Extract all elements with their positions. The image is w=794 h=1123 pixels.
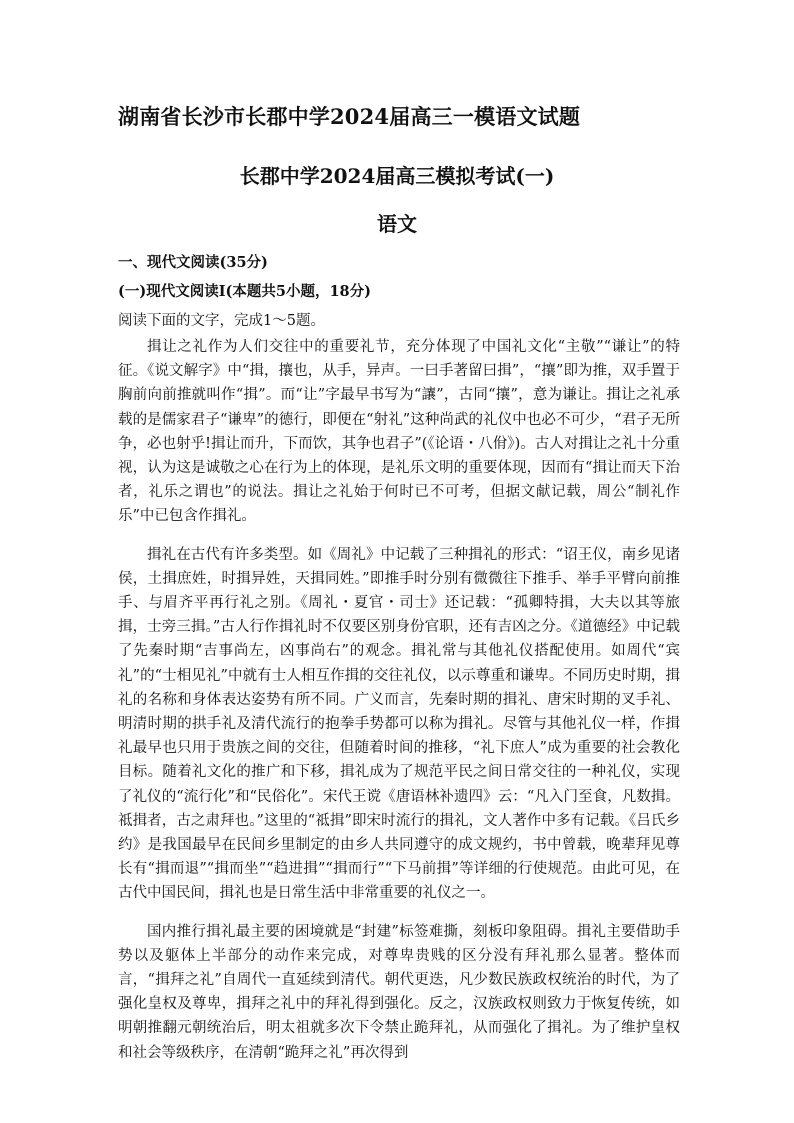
subject-title: 语文 <box>377 212 417 236</box>
document-title: 湖南省长沙市长郡中学2024届高三一模语文试题 <box>118 104 581 129</box>
reading-instruction: 阅读下面的文字，完成1～5题。 <box>118 313 325 329</box>
passage-paragraph-2: 揖礼在古代有许多类型。如《周礼》中记载了三种揖礼的形式：“诏王仪，南乡见诸侯，土揖庶姓，时揖异姓，天揖同姓。”即推手时分别有微微往下推手、举手平臂向前推手、与眉齐平再行礼之别。《周礼・夏官・司士》还记载：“孤卿特揖，大夫以其等旅揖，士旁三揖。”古人行作揖礼时不仅要区别身份官职，还有吉凶之分。《道德经》中记载了先秦时期“吉事尚左，凶事尚右”的观念。揖礼常与其他礼仪搭配使用。如周代“宾礼”的“士相见礼”中就有士人相互作揖的交往礼仪，以示尊重和谦卑。不同历史时期，揖礼的名称和身体表达姿势有所不同。广义而言，先秦时期的揖礼、唐宋时期的叉手礼、明清时期的拱手礼及清代流行的抱拳手势都可以称为揖礼。尽管与其他礼仪一样，作揖礼最早也只用于贵族之间的交往，但随着时间的推移，“礼下庶人”成为重要的社会教化目标。随着礼文化的推广和下移，揖礼成为了规范平民之间日常交往的一种礼仪，实现了礼仪的“流行化”和“民俗化”。宋代王谠《唐语林补遗四》云：“凡入门至食，凡数揖。祗揖者，古之肃拜也。”这里的“祗揖”即宋时流行的揖礼，文人著作中多有记载。《吕氏乡约》是我国最早在民间乡里制定的由乡人共同遵守的成文规约，书中曾载，晚辈拜见尊长有“揖而退”“揖而坐”“趋进揖”“揖而行”“下马前揖”等详细的行使规范。由此可见，在古代中国民间，揖礼也是日常生活中非常重要的礼仪之一。 <box>118 546 680 902</box>
reading-passage <box>118 335 680 1065</box>
section-heading: 一、现代文阅读(35分) <box>118 254 268 271</box>
exam-title: 长郡中学2024届高三模拟考试(一) <box>239 164 555 188</box>
passage-paragraph-1: 揖让之礼作为人们交往中的重要礼节，充分体现了中国礼文化“主敬”“谦让”的特征。《说文解字》中“揖，攘也，从手，异声。一曰手著留曰揖”，“攘”即为推，双手置于胸前向前推就叫作“揖”。而“让”字最早书写为“讓”，古同“攘”，意为谦让。揖让之礼承载的是儒家君子“谦卑”的德行，即便在“射礼”这种尚武的礼仪中也必不可少，“君子无所争，必也射乎!揖让而升，下而饮，其争也君子”(《论语・八佾》)。古人对揖让之礼十分重视，认为这是诚敬之心在行为上的体现，是礼乐文明的重要体现，因而有“揖让而天下治者，礼乐之谓也”的说法。揖让之礼始于何时已不可考，但据文献记载，周公“制礼作乐”中已包含作揖礼。 <box>118 339 680 525</box>
passage-paragraph-3: 国内推行揖礼最主要的困境就是“封建”标签难撕，刻板印象阻碍。揖礼主要借助手势以及躯体上半部分的动作来完成，对尊卑贵贱的区分没有拜礼那么显著。整体而言，“揖拜之礼”自周代一直延续到清代。朝代更迭，凡少数民族政权统治的时代，为了强化皇权及尊卑，揖拜之礼中的拜礼得到强化。反之，汉族政权则致力于恢复传统，如明朝推翻元朝统治后，明太祖就多次下令禁止跪拜礼，从而强化了揖礼。为了维护皇权和社会等级秩序，在清朝“跪拜之礼”再次得到 <box>118 923 680 1061</box>
subsection-heading: (一)现代文阅读Ⅰ(本题共5小题，18分) <box>118 283 371 300</box>
